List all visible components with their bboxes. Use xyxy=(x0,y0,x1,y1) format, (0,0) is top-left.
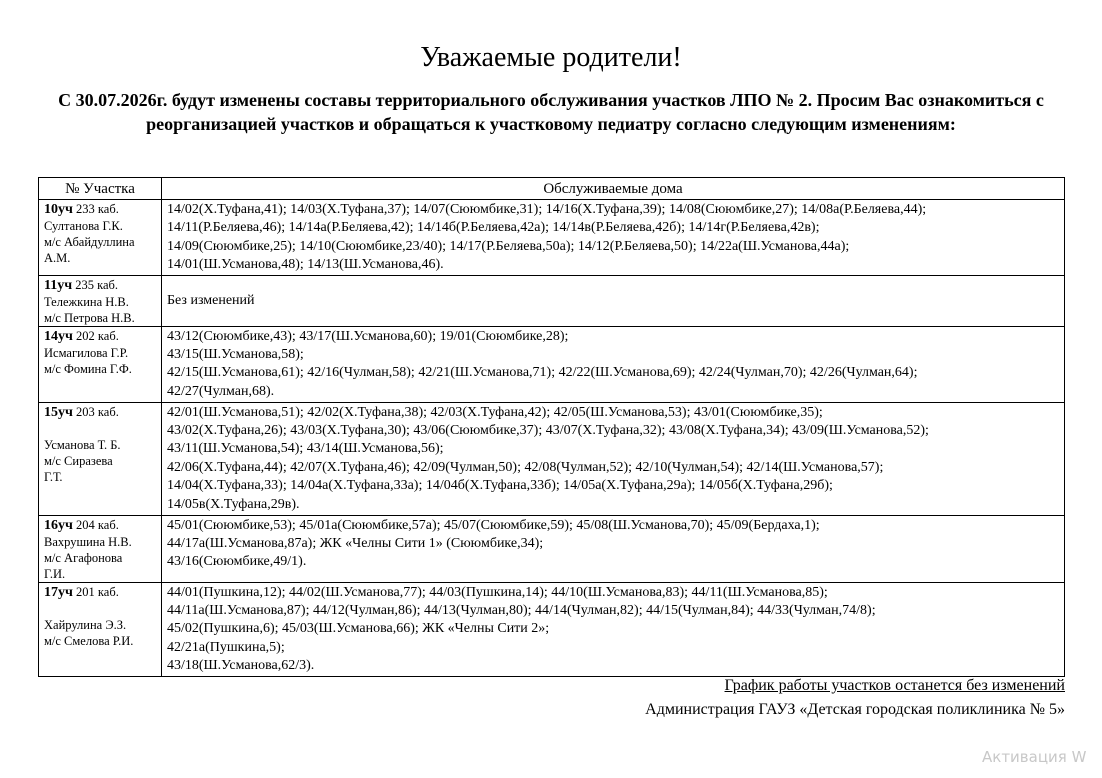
houses-line: 45/01(Сююмбике,53); 45/01а(Сююмбике,57а); 45/07(Сююмбике,59); 45/08(Ш.Усманова,70); 45/09(Бердаха,1); xyxy=(167,517,820,533)
doctor-name: Тележкина Н.В. xyxy=(44,294,129,309)
district-number: 16уч xyxy=(44,517,73,533)
administration-signature: Администрация ГАУЗ «Детская городская поликлиника № 5» xyxy=(645,701,1065,718)
houses-line: 14/02(Х.Туфана,41); 14/03(Х.Туфана,37); 14/07(Сююмбике,31); 14/16(Х.Туфана,39); 14/08(Сююмбике,27); 14/08а(Р.Беляева,44); xyxy=(167,202,927,217)
nurse-name: м/с Агафонова xyxy=(44,550,123,565)
district-number: 11уч xyxy=(44,277,73,293)
nurse-initials: А.М. xyxy=(44,251,71,265)
nurse-initials: Г.Т. xyxy=(44,469,63,484)
district-room: 202 каб. xyxy=(76,328,119,343)
houses-line: 14/05в(Х.Туфана,29в). xyxy=(167,496,300,512)
houses-line: 43/11(Ш.Усманова,54); 43/14(Ш.Усманова,56); xyxy=(167,441,444,457)
houses-line: 42/06(Х.Туфана,44); 42/07(Х.Туфана,46); 42/09(Чулман,50); 42/08(Чулман,52); 42/10(Чулман,54); 42/14(Ш.Усманова,57); xyxy=(167,459,884,475)
table-header-row xyxy=(39,178,1065,200)
houses-cell xyxy=(162,515,1065,582)
houses-line: 14/01(Ш.Усманова,48); 14/13(Ш.Усманова,46). xyxy=(167,257,444,273)
houses-cell xyxy=(162,402,1065,515)
houses-line: 42/15(Ш.Усманова,61); 42/16(Чулман,58); 42/21(Ш.Усманова,71); 42/22(Ш.Усманова,69); 42/24(Чулман,70); 42/26(Чулман,64); xyxy=(167,365,918,381)
houses-line: 44/17а(Ш.Усманова,87а); ЖК «Челны Сити 1» (Сююмбике,34); xyxy=(167,536,544,552)
houses-cell xyxy=(162,326,1065,402)
table-row xyxy=(39,200,1065,276)
spacer xyxy=(44,421,157,437)
district-number: 15уч xyxy=(44,404,73,420)
table-row xyxy=(39,326,1065,402)
table-row xyxy=(39,515,1065,582)
houses-line: 43/18(Ш.Усманова,62/3). xyxy=(167,658,315,674)
table-row xyxy=(39,402,1065,515)
table-row xyxy=(39,275,1065,326)
houses-line: 43/15(Ш.Усманова,58); xyxy=(167,347,304,363)
district-cell xyxy=(39,326,162,402)
houses-line: 45/02(Пушкина,6); 45/03(Ш.Усманова,66); ЖК «Челны Сити 2»; xyxy=(167,621,550,637)
district-cell xyxy=(39,402,162,515)
district-number: 10уч xyxy=(44,202,73,217)
houses-line: 44/01(Пушкина,12); 44/02(Ш.Усманова,77); 44/03(Пушкина,14); 44/10(Ш.Усманова,83); 44/11(Ш.Усманова,85); xyxy=(167,584,828,600)
district-room: 201 каб. xyxy=(76,584,119,599)
district-room: 233 каб. xyxy=(76,202,119,216)
district-cell xyxy=(39,275,162,326)
houses-cell xyxy=(162,582,1065,676)
houses-line: 43/02(Х.Туфана,26); 43/03(Х.Туфана,30); 43/06(Сююмбике,37); 43/07(Х.Туфана,32); 43/08(Х.Туфана,34); 43/09(Ш.Усманова,52); xyxy=(167,423,929,439)
spacer xyxy=(44,601,157,617)
houses-line: 42/21а(Пушкина,5); xyxy=(167,639,285,655)
houses-line: 14/04(Х.Туфана,33); 14/04а(Х.Туфана,33а); 14/04б(Х.Туфана,33б); 14/05а(Х.Туфана,29а); 14/05б(Х.Туфана,29б); xyxy=(167,478,833,494)
doctor-name: Вахрушина Н.В. xyxy=(44,534,132,549)
houses-line: 42/01(Ш.Усманова,51); 42/02(Х.Туфана,38); 42/03(Х.Туфана,42); 42/05(Ш.Усманова,53); 43/01(Сююмбике,35); xyxy=(167,404,823,420)
district-room: 203 каб. xyxy=(76,404,119,419)
houses-line: 43/12(Сююмбике,43); 43/17(Ш.Усманова,60); 19/01(Сююмбике,28); xyxy=(167,328,569,344)
page-title: Уважаемые родители! xyxy=(420,42,682,73)
nurse-name: м/с Петрова Н.В. xyxy=(44,310,135,325)
activation-watermark: Активация W xyxy=(982,748,1087,766)
nurse-name: м/с Абайдуллина xyxy=(44,235,135,249)
districts-table xyxy=(38,177,1065,677)
doctor-name: Султанова Г.К. xyxy=(44,219,123,233)
table-row xyxy=(39,582,1065,676)
houses-line: 44/11а(Ш.Усманова,87); 44/12(Чулман,86); 44/13(Чулман,80); 44/14(Чулман,82); 44/15(Чулман,84); 44/33(Чулман,74/8); xyxy=(167,603,876,619)
houses-line: 14/11(Р.Беляева,46); 14/14а(Р.Беляева,42); 14/14б(Р.Беляева,42а); 14/14в(Р.Беляева,42б); 14/14г(Р.Беляева,42в); xyxy=(167,220,820,236)
doctor-name: Хайрулина Э.З. xyxy=(44,617,127,632)
district-cell xyxy=(39,515,162,582)
houses-cell xyxy=(162,275,1065,326)
schedule-note: График работы участков останется без изменений xyxy=(724,677,1065,694)
houses-cell xyxy=(162,200,1065,276)
nurse-name: м/с Фомина Г.Ф. xyxy=(44,361,132,376)
houses-line: 14/09(Сююмбике,25); 14/10(Сююмбике,23/40); 14/17(Р.Беляева,50а); 14/12(Р.Беляева,50); 14/22а(Ш.Усманова,44а); xyxy=(167,238,850,254)
doctor-name: Усманова Т. Б. xyxy=(44,437,121,452)
nurse-name: м/с Смелова Р.И. xyxy=(44,633,134,648)
district-number: 14уч xyxy=(44,328,73,344)
district-room: 235 каб. xyxy=(75,277,119,292)
header-district: № Участка xyxy=(39,178,162,200)
houses-line: 43/16(Сююмбике,49/1). xyxy=(167,554,307,570)
doctor-name: Исмагилова Г.Р. xyxy=(44,345,129,360)
intro-paragraph: С 30.07.2026г. будут изменены составы территориального обслуживания участков ЛПО № 2. Просим Вас ознакомиться с реорганизацией участков и обращаться к участковому педиатру согласно следующим изменениям: xyxy=(58,90,1044,134)
district-number: 17уч xyxy=(44,584,73,600)
houses-line: 42/27(Чулман,68). xyxy=(167,383,275,399)
nurse-initials: Г.И. xyxy=(44,566,66,581)
district-cell xyxy=(39,582,162,676)
no-change-text: Без изменений xyxy=(167,292,255,308)
district-room: 204 каб. xyxy=(76,517,119,532)
district-cell xyxy=(39,200,162,276)
nurse-name: м/с Сиразева xyxy=(44,453,113,468)
header-houses: Обслуживаемые дома xyxy=(162,178,1065,200)
